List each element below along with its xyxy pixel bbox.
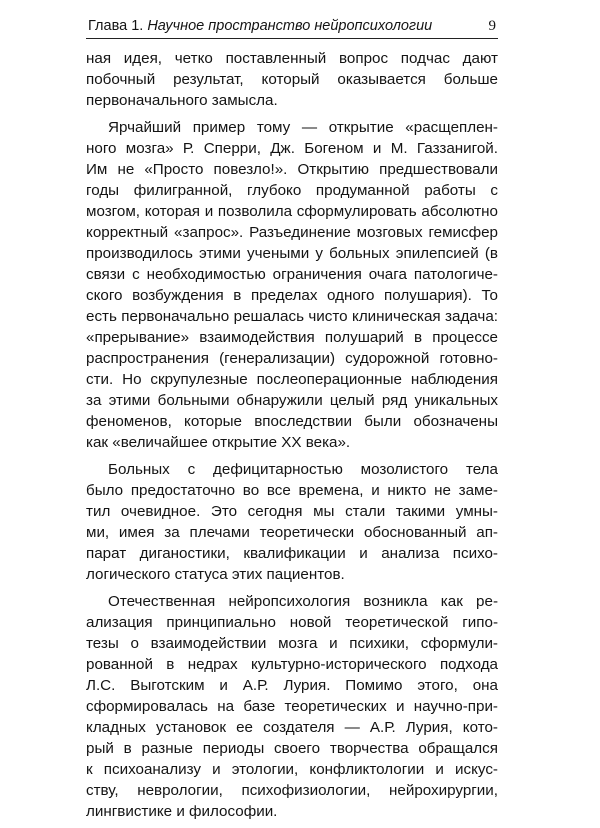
text-line: парат диганостики, квалификации и анализа психо-: [86, 545, 498, 562]
text-line: рованной в недрах культурно-исторического подхода: [86, 656, 498, 673]
chapter-label: Глава 1.: [88, 18, 144, 34]
text-line: ная идея, четко поставленный вопрос подчас дают: [86, 50, 498, 67]
text-line: тил очевидное. Это сегодня мы стали такими умны-: [86, 503, 498, 520]
chapter-title: Научное пространство нейропсихологии: [147, 18, 433, 34]
text-line: к психоанализу и этологии, конфликтологии и искус-: [86, 761, 498, 778]
text-line: Отечественная нейропсихология возникла как ре-: [108, 593, 498, 610]
text-line: рый в разные периоды своего творчества обращался: [86, 740, 498, 757]
text-line: кладных установок ее создателя — А.Р. Лурия, кото-: [86, 719, 498, 736]
text-line: ализация принципиально новой теоретической гипо-: [86, 614, 498, 631]
text-line: сти. Но скрупулезные послеоперационные наблюдения: [86, 371, 498, 388]
text-line: как «величайшее открытие XX века».: [86, 434, 351, 451]
text-line: тезы о взаимодействии мозга и психики, сформули-: [86, 635, 498, 652]
text-line: Больных с дефицитарностью мозолистого тела: [108, 461, 498, 478]
paragraph-1: [86, 48, 498, 111]
text-line: ского возбуждения в пределах одного полушария). То: [86, 287, 498, 304]
text-line: есть первоначально решалась чисто клиническая задача:: [86, 308, 498, 325]
text-line: «прерывание» взаимодействия полушарий в процессе: [86, 329, 498, 346]
text-line: сформировалась на базе теоретических и научно-при-: [86, 698, 498, 715]
text-line: Им не «Просто повезло!». Открытию предшествовали: [86, 161, 498, 178]
text-line: Л.С. Выготским и А.Р. Лурия. Помимо этого, она: [86, 677, 498, 694]
text-line: ству, неврологии, психофизиологии, нейрохирургии,: [86, 782, 498, 799]
chapter-heading: [88, 18, 432, 34]
page-number: 9: [488, 18, 496, 34]
paragraph-4: [86, 591, 498, 822]
text-line: ного мозга» Р. Сперри, Дж. Богеном и М. Газзанигой.: [86, 140, 498, 157]
text-line: первоначального замысла.: [86, 92, 278, 109]
text-line: за этими больными обнаружили целый ряд уникальных: [86, 392, 498, 409]
text-line: побочный результат, который оказывается больше: [86, 71, 498, 88]
body-text: [86, 48, 498, 828]
text-line: ми, имея за плечами теоретически обоснованный ап-: [86, 524, 498, 541]
paragraph-2: [86, 117, 498, 453]
text-line: феноменов, которые впоследствии были обозначены: [86, 413, 498, 430]
running-header: [86, 12, 498, 39]
text-line: логического статуса этих пациентов.: [86, 566, 345, 583]
text-line: было предостаточно во все времена, и никто не заме-: [86, 482, 498, 499]
text-line: производилось этими учеными у больных эпилепсией (в: [86, 245, 498, 262]
text-line: корректный «запрос». Разъединение мозговых гемисфер: [86, 224, 498, 241]
text-line: мозгом, которая и позволила сформулировать абсолютно: [86, 203, 498, 220]
text-line: лингвистике и философии.: [86, 803, 278, 820]
paragraph-3: [86, 459, 498, 585]
text-line: годы филигранной, глубоко продуманной работы с: [86, 182, 498, 199]
text-line: связи с необходимостью ограничения очага патологиче-: [86, 266, 498, 283]
text-line: Ярчайший пример тому — открытие «расщеплен-: [108, 119, 498, 136]
text-line: распространения (генерализации) судорожной готовно-: [86, 350, 498, 367]
